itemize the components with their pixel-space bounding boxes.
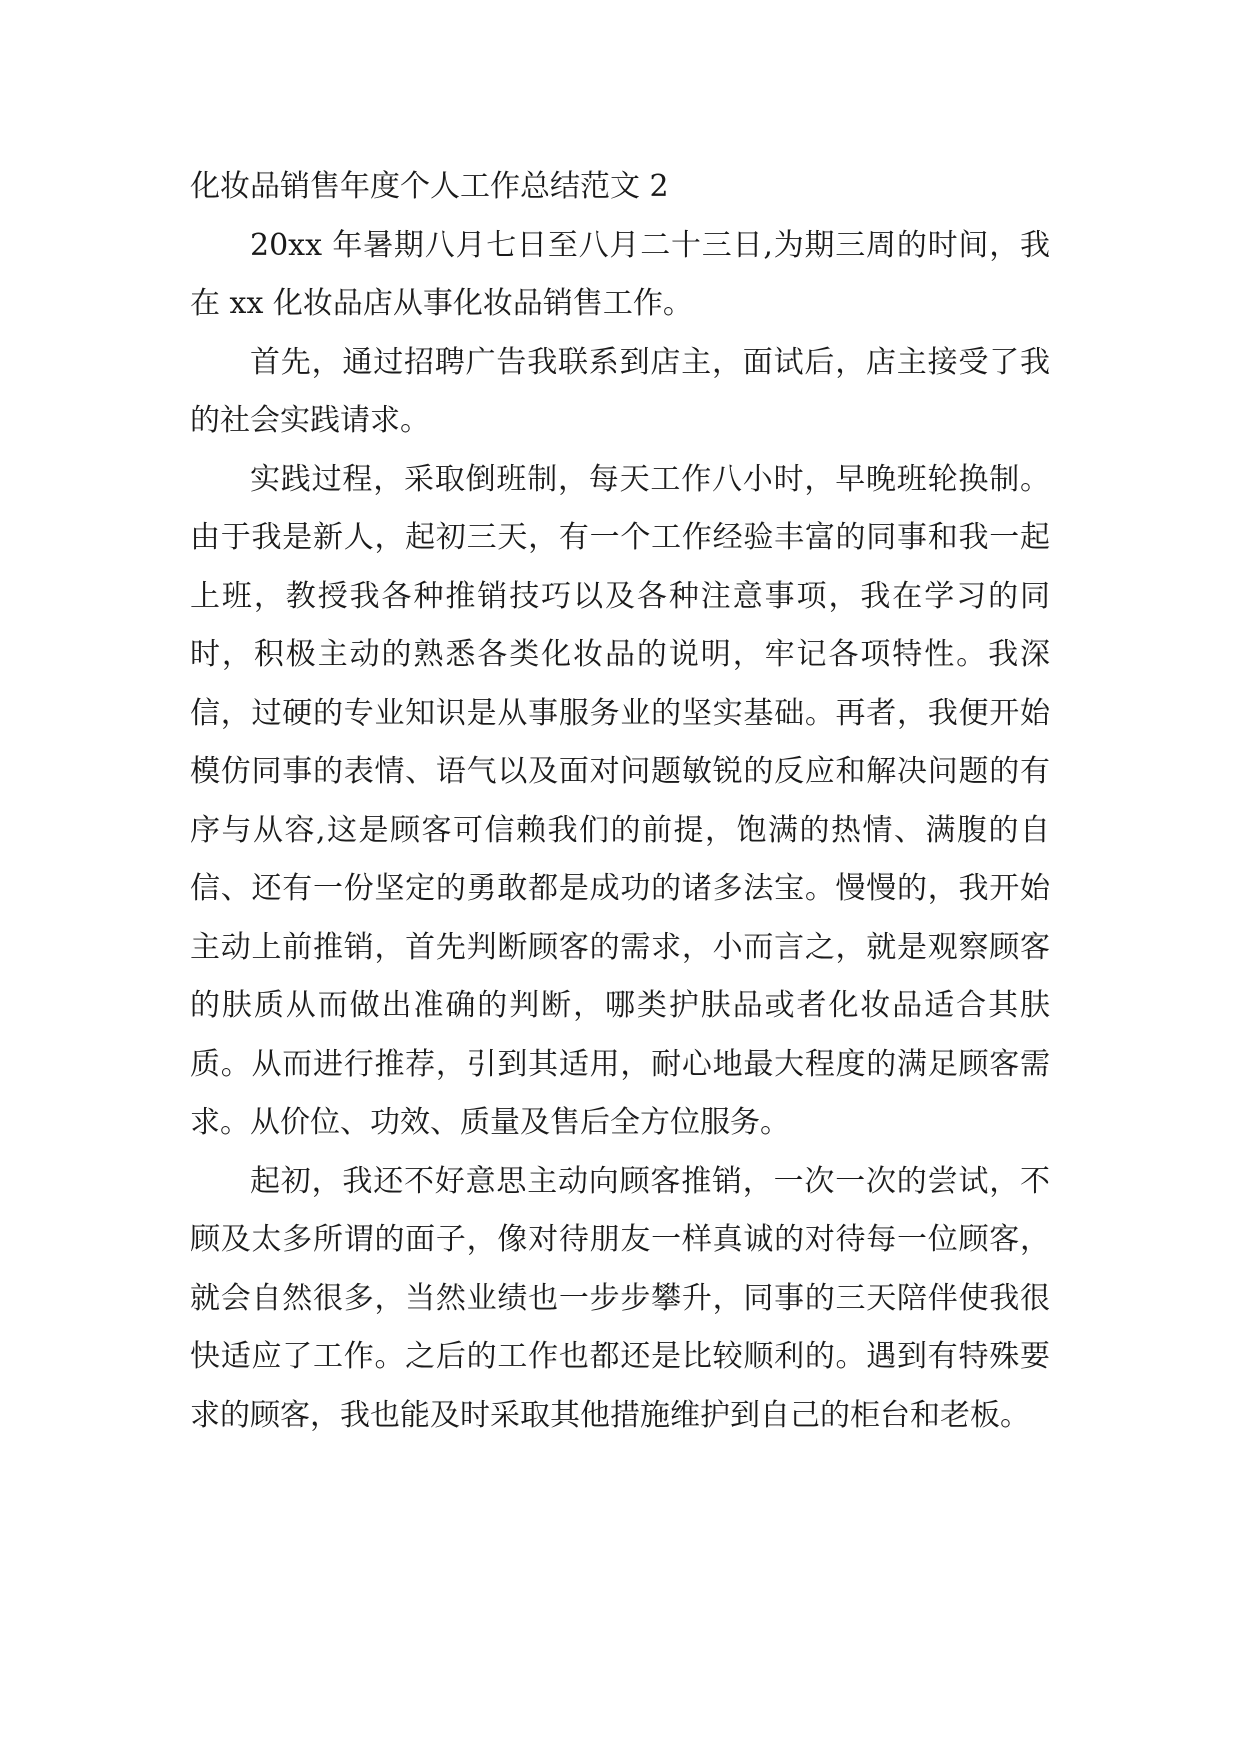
document-title: 化妆品销售年度个人工作总结范文 2 [190,169,669,204]
paragraph-4: 起初，我还不好意思主动向顾客推销，一次一次的尝试，不顾及太多所谓的面子，像对待朋友一样真诚的对待每一位顾客，就会自然很多，当然业绩也一步步攀升，同事的三天陪伴使我很快适应了工作。之后的工作也都还是比较顺利的。遇到有特殊要求的顾客，我也能及时采取其他措施维护到自己的柜台和老板。 [190,1163,1050,1433]
document-body [190,158,1050,1445]
paragraph-1: 20xx 年暑期八月七日至八月二十三日,为期三周的时间，我在 xx 化妆品店从事化妆品销售工作。 [190,227,1050,321]
paragraph-3: 实践过程，采取倒班制，每天工作八小时，早晚班轮换制。由于我是新人，起初三天，有一个工作经验丰富的同事和我一起上班，教授我各种推销技巧以及各种注意事项，我在学习的同时，积极主动的熟悉各类化妆品的说明，牢记各项特性。我深信，过硬的专业知识是从事服务业的坚实基础。再者，我便开始模仿同事的表情、语气以及面对问题敏锐的反应和解决问题的有序与从容,这是顾客可信赖我们的前提，饱满的热情、满腹的自信、还有一份坚定的勇敢都是成功的诸多法宝。慢慢的，我开始主动上前推销，首先判断顾客的需求，小而言之，就是观察顾客的肤质从而做出准确的判断，哪类护肤品或者化妆品适合其肤质。从而进行推荐，引到其适用，耐心地最大程度的满足顾客需求。从价位、功效、质量及售后全方位服务。 [190,461,1050,1140]
paragraph-2: 首先，通过招聘广告我联系到店主，面试后，店主接受了我的社会实践请求。 [190,344,1050,438]
